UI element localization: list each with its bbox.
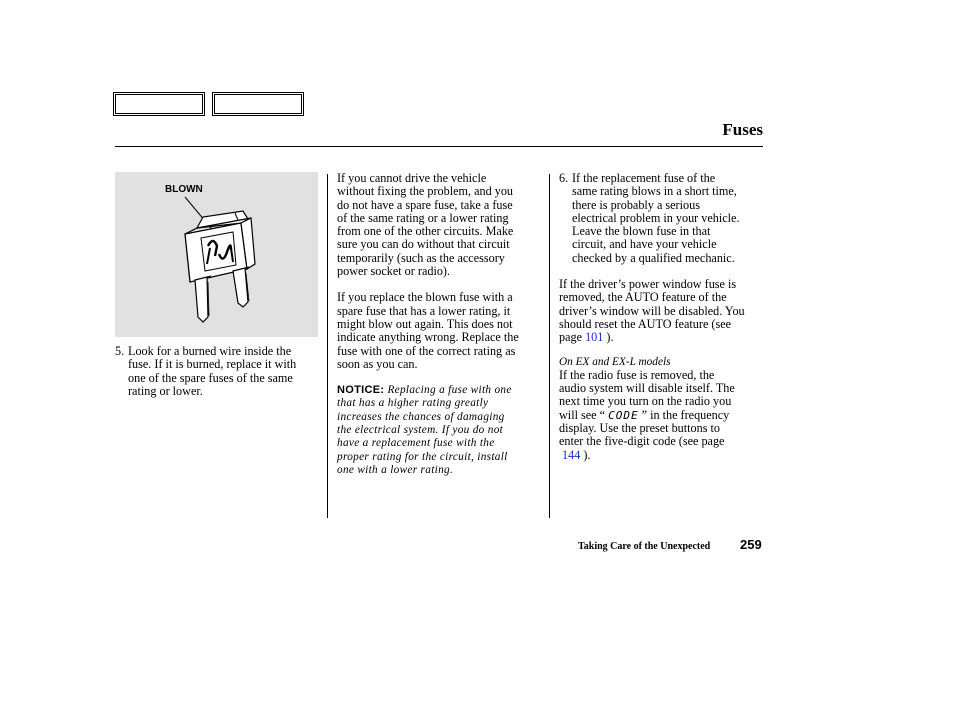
step-6 bbox=[559, 172, 764, 265]
text-line: driver’s window will be disabled. You bbox=[559, 303, 745, 318]
text-line: rating or lower. bbox=[128, 383, 203, 398]
notice-block bbox=[337, 384, 545, 477]
text-line: of the same rating or a lower rating bbox=[337, 210, 509, 225]
footer-section-title: Taking Care of the Unexpected bbox=[578, 541, 711, 552]
paragraph-power-window bbox=[559, 278, 764, 344]
fuse-drawing bbox=[115, 172, 318, 337]
page-title: Fuses bbox=[722, 120, 763, 139]
text-line: checked by a qualified mechanic. bbox=[572, 250, 735, 265]
nav-button-2[interactable] bbox=[212, 92, 304, 116]
text-line: If the replacement fuse of the bbox=[572, 171, 716, 185]
radio-display-code: CODE bbox=[608, 408, 639, 422]
text-line: that has a higher rating greatly bbox=[337, 397, 489, 410]
column-3 bbox=[559, 172, 764, 462]
text-line: Replacing a fuse with one bbox=[387, 384, 512, 397]
step-number: 5. bbox=[115, 344, 125, 358]
text-line: ). bbox=[583, 447, 591, 462]
figure-label: BLOWN bbox=[165, 184, 203, 195]
text-line: one with a lower rating. bbox=[337, 463, 454, 476]
text-line: increases the chances of damaging bbox=[337, 410, 505, 423]
text-line: page bbox=[559, 330, 583, 345]
text-line: indicate anything wrong. Replace the bbox=[337, 330, 519, 345]
text-line: should reset the AUTO feature (see bbox=[559, 316, 732, 331]
page-number: 259 bbox=[740, 537, 762, 552]
text-line: the electrical system. If you do not bbox=[337, 424, 504, 437]
text-line: ). bbox=[606, 330, 614, 345]
header-rule bbox=[115, 146, 763, 147]
column-divider-2 bbox=[549, 174, 550, 518]
text-line: Look for a burned wire inside the bbox=[128, 344, 292, 358]
text-line: fuse with one of the correct rating as bbox=[337, 343, 516, 358]
paragraph-lower-rating bbox=[337, 291, 545, 371]
text-line: ” in the frequency bbox=[641, 407, 730, 422]
text-line: temporarily (such as the accessory bbox=[337, 250, 505, 265]
text-line: If you replace the blown fuse with a bbox=[337, 290, 513, 305]
text-line: spare fuse that has a lower rating, it bbox=[337, 303, 511, 318]
page-link-101[interactable]: 101 bbox=[585, 330, 604, 345]
text-line: without fixing the problem, and you bbox=[337, 184, 514, 199]
models-note: On EX and EX-L models bbox=[559, 355, 671, 368]
text-line: will see “ bbox=[559, 407, 606, 422]
text-line: removed, the AUTO feature of the bbox=[559, 290, 727, 305]
text-line: do not have a spare fuse, take a fuse bbox=[337, 197, 513, 212]
blown-fuse-illustration bbox=[115, 172, 318, 337]
notice-label: NOTICE: bbox=[337, 384, 385, 397]
text-line: Leave the blown fuse in that bbox=[572, 224, 711, 239]
text-line: one of the spare fuses of the same bbox=[128, 370, 293, 385]
text-line: fuse. If it is burned, replace it with bbox=[128, 357, 297, 372]
text-line: display. Use the preset buttons to bbox=[559, 421, 721, 436]
nav-button-1[interactable] bbox=[113, 92, 205, 116]
step-5 bbox=[115, 345, 320, 398]
text-line: proper rating for the circuit, install bbox=[337, 450, 508, 463]
text-line: audio system will disable itself. The bbox=[559, 381, 735, 396]
text-line: soon as you can. bbox=[337, 356, 418, 371]
column-divider-1 bbox=[327, 174, 328, 518]
text-line: enter the five-digit code (see page bbox=[559, 434, 725, 449]
text-line: electrical problem in your vehicle. bbox=[572, 210, 740, 225]
column-1 bbox=[115, 345, 320, 398]
text-line: If the radio fuse is removed, the bbox=[559, 367, 715, 382]
text-line: have a replacement fuse with the bbox=[337, 437, 495, 450]
text-line: might blow out again. This does not bbox=[337, 316, 513, 331]
paragraph-no-spare-fuse bbox=[337, 172, 545, 278]
text-line: from one of the other circuits. Make bbox=[337, 224, 514, 239]
text-line: circuit, and have your vehicle bbox=[572, 237, 717, 252]
paragraph-radio-fuse bbox=[559, 369, 764, 462]
text-line: next time you turn on the radio you bbox=[559, 394, 732, 409]
text-line: If the driver’s power window fuse is bbox=[559, 277, 737, 292]
step-number: 6. bbox=[559, 171, 569, 185]
text-line: there is probably a serious bbox=[572, 197, 700, 212]
text-line: If you cannot drive the vehicle bbox=[337, 171, 487, 185]
column-2 bbox=[337, 172, 545, 477]
text-line: sure you can do without that circuit bbox=[337, 237, 510, 252]
text-line: same rating blows in a short time, bbox=[572, 184, 737, 199]
text-line: power socket or radio). bbox=[337, 264, 451, 279]
page-link-144[interactable]: 144 bbox=[562, 447, 581, 462]
